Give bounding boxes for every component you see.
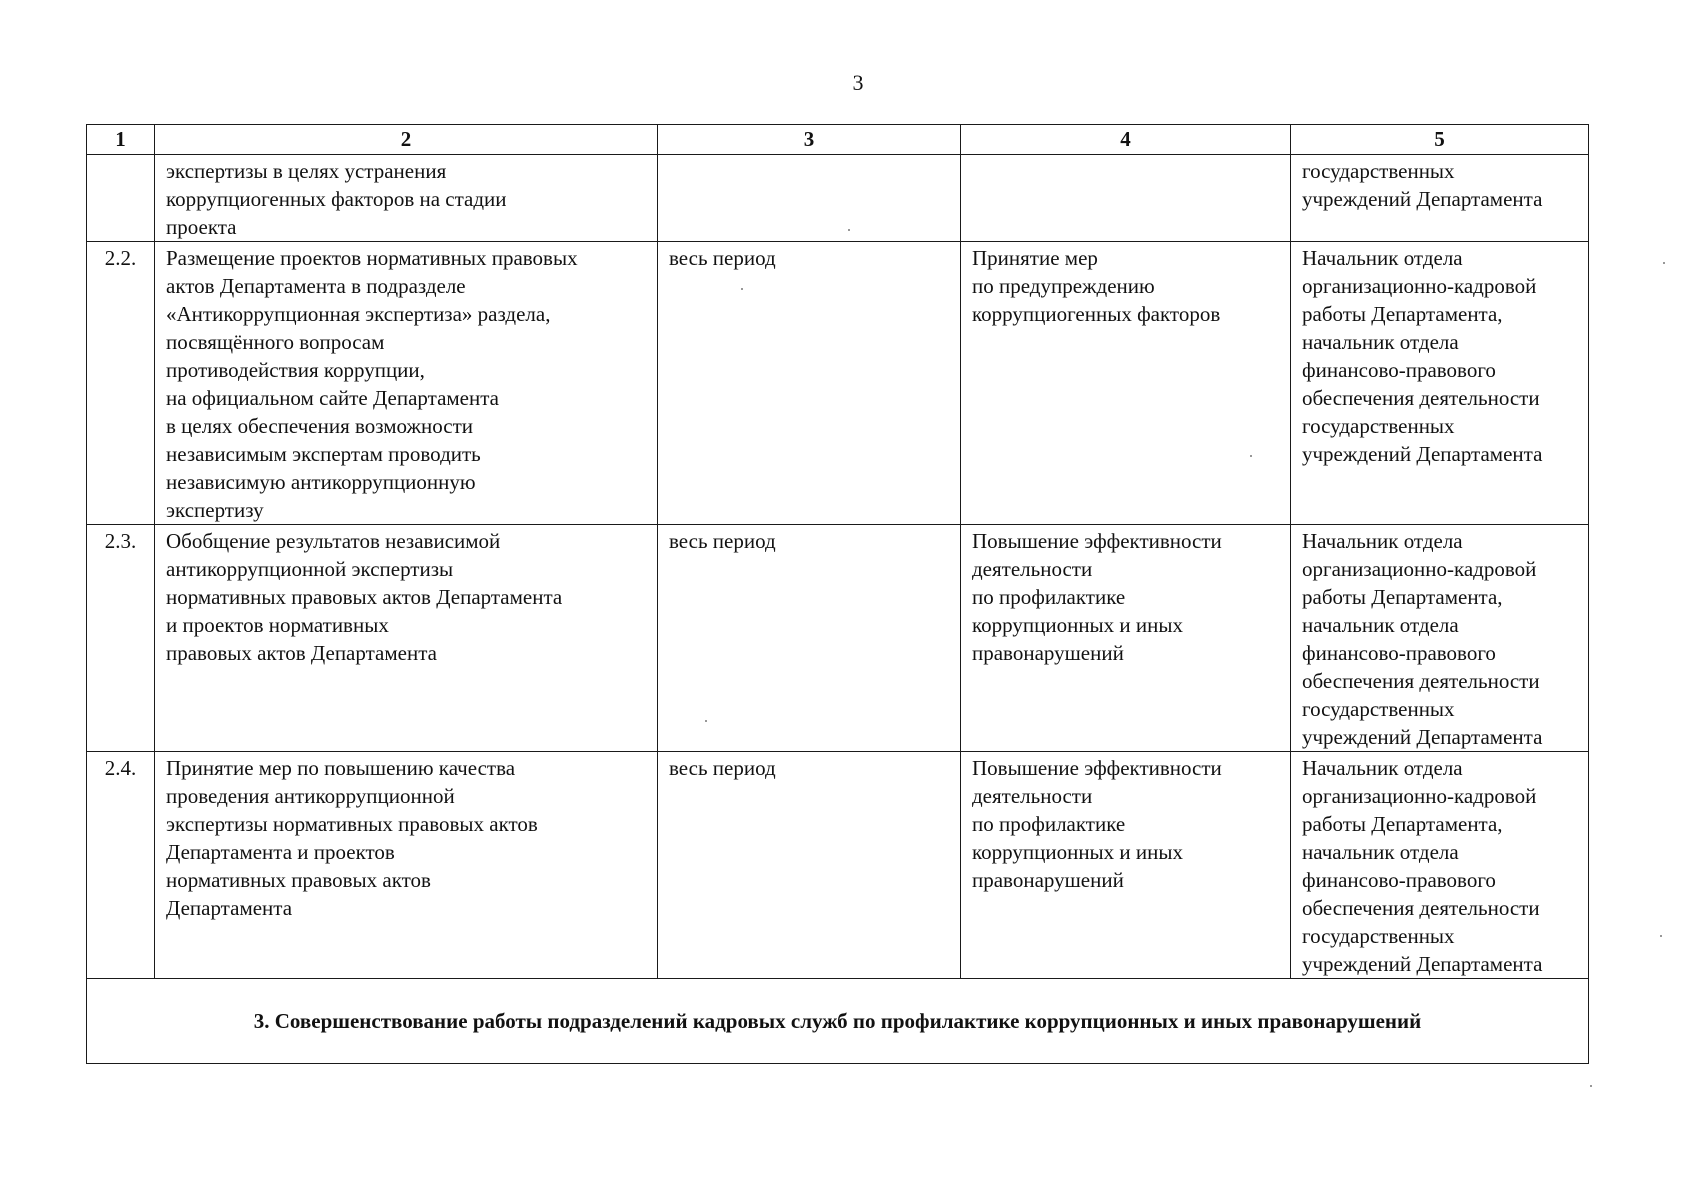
row-number-cell: 2.3. (87, 525, 155, 752)
section-heading-row (87, 979, 1589, 1064)
activity-cell: экспертизы в целях устранения коррупциогенных факторов на стадии проекта (155, 155, 658, 242)
scan-artifact (741, 288, 743, 290)
table-row-2-3 (87, 525, 1589, 752)
section-title: 3. Совершенствование работы подразделений кадровых служб по профилактике коррупционных и иных правонарушений (87, 979, 1589, 1064)
result-cell: Принятие мер по предупреждению коррупциогенных факторов (961, 242, 1291, 525)
scan-artifact (848, 229, 850, 231)
responsible-cell: Начальник отдела организационно-кадровой работы Департамента, начальник отдела финансово-правового обеспечения деятельности государственных учреждений Департамента (1291, 752, 1589, 979)
scan-artifact (1590, 1085, 1592, 1087)
responsible-cell: Начальник отдела организационно-кадровой работы Департамента, начальник отдела финансово-правового обеспечения деятельности государственных учреждений Департамента (1291, 525, 1589, 752)
result-cell: Повышение эффективности деятельности по профилактике коррупционных и иных правонарушений (961, 752, 1291, 979)
table-row-2-4 (87, 752, 1589, 979)
column-header-3: 3 (658, 125, 961, 155)
responsible-cell: государственных учреждений Департамента (1291, 155, 1589, 242)
column-header-5: 5 (1291, 125, 1589, 155)
period-cell: весь период (658, 525, 961, 752)
period-cell: весь период (658, 242, 961, 525)
scan-artifact (1663, 262, 1665, 264)
row-number-cell: 2.2. (87, 242, 155, 525)
period-cell: весь период (658, 752, 961, 979)
scan-artifact (1250, 455, 1252, 457)
activity-cell: Размещение проектов нормативных правовых актов Департамента в подразделе «Антикоррупционная экспертиза» раздела, посвящённого вопросам противодействия коррупции, на официальном сайте Департамента в целях обеспечения возможности независимым экспертам проводить независимую антикоррупционную экспертизу (155, 242, 658, 525)
activity-cell: Обобщение результатов независимой антикоррупционной экспертизы нормативных правовых актов Департамента и проектов нормативных правовых актов Департамента (155, 525, 658, 752)
table-row-continuation (87, 155, 1589, 242)
column-header-4: 4 (961, 125, 1291, 155)
scan-artifact (705, 720, 707, 722)
measures-table (86, 124, 1589, 1064)
column-header-1: 1 (87, 125, 155, 155)
column-header-2: 2 (155, 125, 658, 155)
table-header-row (87, 125, 1589, 155)
page-number: 3 (852, 70, 864, 95)
scan-artifact (1660, 935, 1662, 937)
table-row-2-2 (87, 242, 1589, 525)
responsible-cell: Начальник отдела организационно-кадровой работы Департамента, начальник отдела финансово-правового обеспечения деятельности государственных учреждений Департамента (1291, 242, 1589, 525)
period-cell (658, 155, 961, 242)
row-number-cell: 2.4. (87, 752, 155, 979)
result-cell: Повышение эффективности деятельности по профилактике коррупционных и иных правонарушений (961, 525, 1291, 752)
activity-cell: Принятие мер по повышению качества проведения антикоррупционной экспертизы нормативных правовых актов Департамента и проектов нормативных правовых актов Департамента (155, 752, 658, 979)
row-number-cell (87, 155, 155, 242)
result-cell (961, 155, 1291, 242)
